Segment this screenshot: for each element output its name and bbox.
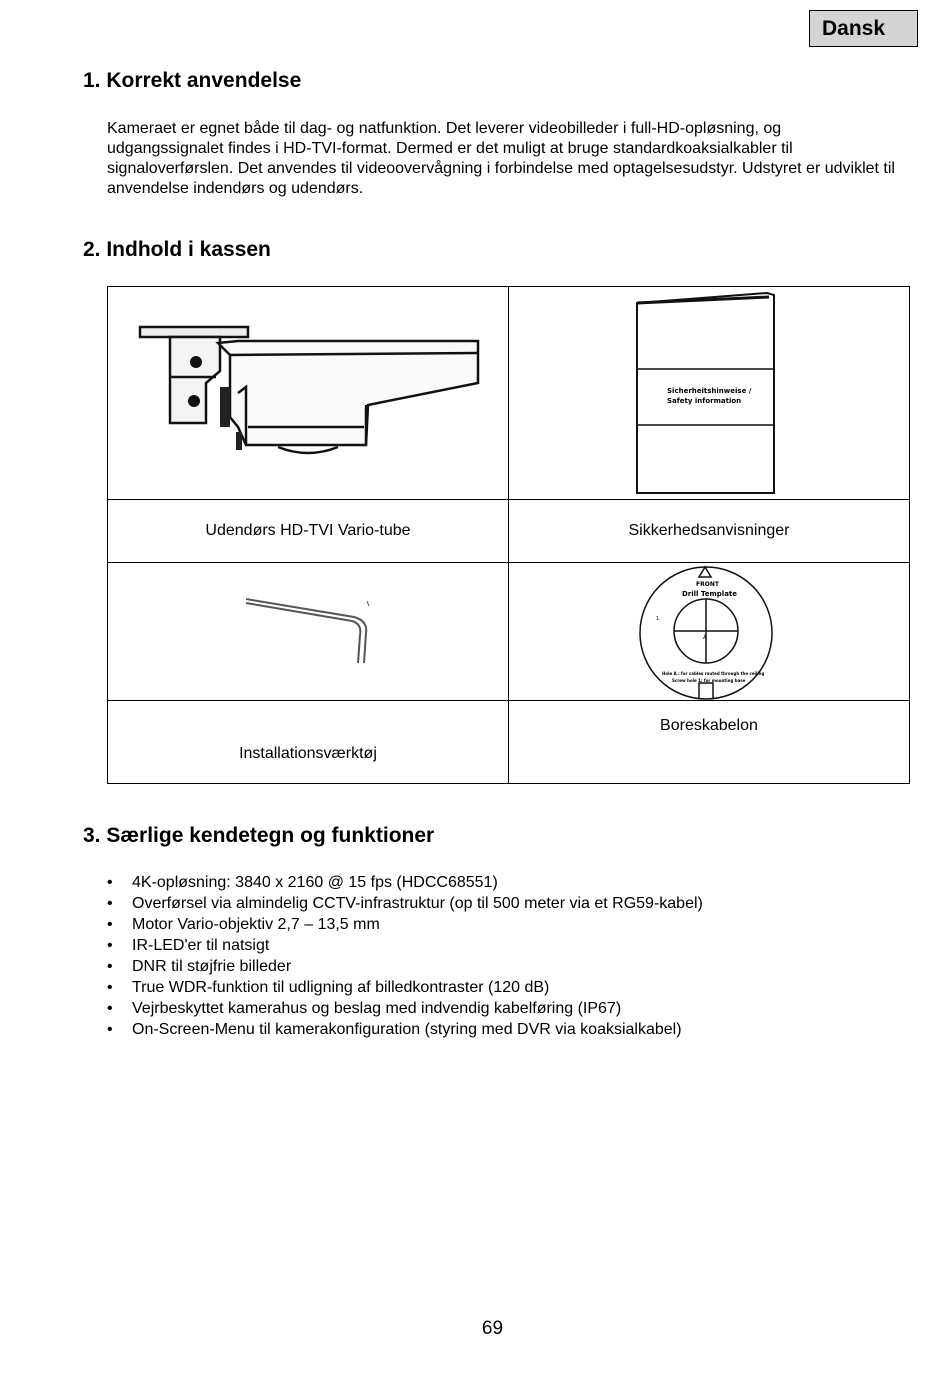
bullet-icon: • — [107, 916, 113, 933]
list-item: • True WDR-funktion til udligning af billedkontraster (120 dB) — [107, 979, 550, 996]
template-screw-hole: Screw hole 1: for mounting base — [671, 678, 746, 683]
template-front: FRONT — [695, 581, 719, 588]
language-tab: Dansk — [809, 10, 918, 47]
camera-image-cell — [108, 287, 509, 500]
safety-booklet-icon — [509, 287, 910, 499]
list-item: • Motor Vario-objektiv 2,7 – 13,5 mm — [107, 916, 380, 933]
section-3-title: 3. Særlige kendetegn og funktioner — [83, 824, 435, 847]
bullet-icon: • — [107, 1000, 113, 1017]
booklet-line-2: Safety information — [666, 397, 742, 405]
bullet-icon: • — [107, 958, 113, 975]
booklet-line-1: Sicherheitshinweise / — [666, 387, 752, 395]
list-item: • IR-LED'er til natsigt — [107, 937, 270, 954]
list-item: • Vejrbeskyttet kamerahus og beslag med indvendig kabelføring (IP67) — [107, 1000, 622, 1017]
template-hole-a: Hole A : for cables routed through the ceiling — [661, 671, 765, 676]
bullet-icon: • — [107, 895, 113, 912]
tool-image-cell — [108, 563, 509, 701]
item-label-template: Boreskabelon — [508, 701, 909, 784]
section-2-title: 2. Indhold i kassen — [83, 238, 271, 261]
bullet-camera-icon — [108, 287, 509, 499]
template-image-cell — [508, 563, 909, 701]
template-center-label: A — [702, 634, 708, 641]
template-title: Drill Template — [681, 590, 737, 598]
bullet-icon: • — [107, 937, 113, 954]
page-number: 69 — [481, 1318, 504, 1339]
list-item: • 4K-opløsning: 3840 x 2160 @ 15 fps (HDCC68551) — [107, 874, 498, 891]
section-1-body: Kameraet er egnet både til dag- og natfunktion. Det leverer videobilleder i full-HD-opløsning, og udgangssignalet findes i HD-TVI-format. Dermed er det muligt at bruge standardkoaksialkabler til signaloverførslen. Det anvendes til videoovervågning i forbindelse med optagelsesudstyr. Udstyret er udviklet til anvendelse indendørs og udendørs. — [107, 120, 895, 197]
list-item: • Overførsel via almindelig CCTV-infrastruktur (op til 500 meter via et RG59-kabel) — [107, 895, 703, 912]
item-label-tool: Installationsværktøj — [108, 701, 509, 784]
section-1-title: 1. Korrekt anvendelse — [83, 69, 302, 92]
feature-list — [107, 872, 887, 1040]
bullet-icon: • — [107, 874, 113, 891]
booklet-image-cell — [508, 287, 909, 500]
hex-key-icon — [108, 563, 509, 700]
item-label-safety: Sikkerhedsanvisninger — [508, 500, 909, 563]
item-label-camera: Udendørs HD-TVI Vario-tube — [108, 500, 509, 563]
list-item: • DNR til støjfrie billeder — [107, 958, 292, 975]
bullet-icon: • — [107, 1021, 113, 1038]
drill-template-icon — [509, 563, 910, 700]
template-hole-1: 1 — [655, 616, 660, 622]
box-contents-table — [107, 286, 910, 784]
list-item: • On-Screen-Menu til kamerakonfiguration (styring med DVR via koaksialkabel) — [107, 1021, 682, 1038]
bullet-icon: • — [107, 979, 113, 996]
